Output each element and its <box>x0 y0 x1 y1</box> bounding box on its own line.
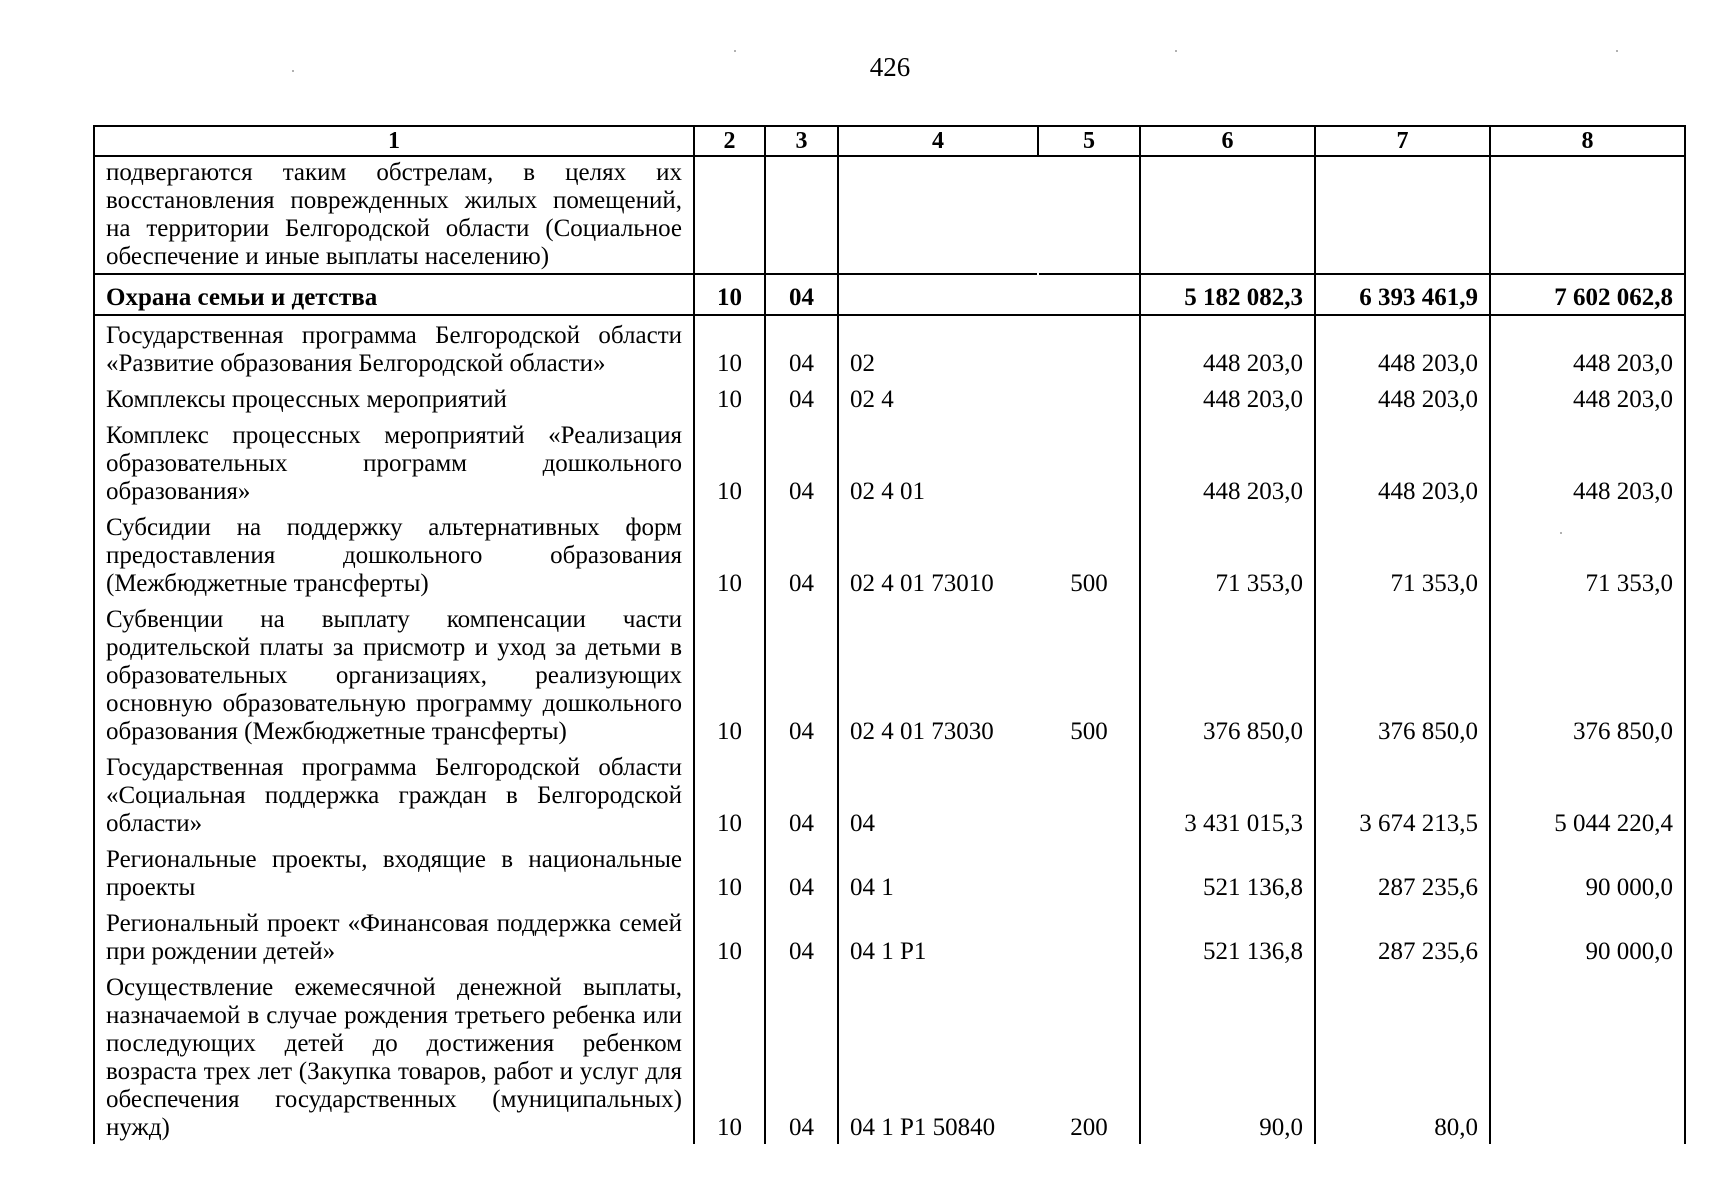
amount-year-3: 448 203,0 <box>1490 315 1685 380</box>
scan-speck <box>1175 50 1177 52</box>
table-row <box>94 904 1685 968</box>
amount-year-2: 71 353,0 <box>1315 508 1490 600</box>
subsection-code: 04 <box>765 600 838 748</box>
expense-type-code <box>1038 904 1140 968</box>
subsection-code: 04 <box>765 748 838 840</box>
scan-speck <box>1616 50 1618 52</box>
header-cell: 3 <box>765 126 838 156</box>
amount-year-3 <box>1490 968 1685 1144</box>
expense-type-code <box>1038 315 1140 380</box>
section-code: 10 <box>694 748 765 840</box>
expense-type-code: 500 <box>1038 508 1140 600</box>
section-code: 10 <box>694 904 765 968</box>
scan-speck <box>292 70 294 72</box>
target-article-code <box>838 156 1038 274</box>
expense-type-code <box>1038 416 1140 508</box>
amount-year-3: 71 353,0 <box>1490 508 1685 600</box>
target-article-code <box>838 274 1038 315</box>
row-name: Охрана семьи и детства <box>94 274 694 315</box>
target-article-code: 04 1 <box>838 840 1038 904</box>
row-name: Государственная программа Белгородской области «Социальная поддержка граждан в Белгородской области» <box>94 748 694 840</box>
row-name: подвергаются таким обстрелам, в целях их восстановления поврежденных жилых помещений, на территории Белгородской области (Социальное обеспечение и иные выплаты населению) <box>94 156 694 274</box>
subsection-code: 04 <box>765 968 838 1144</box>
target-article-code: 02 4 01 <box>838 416 1038 508</box>
target-article-code: 02 <box>838 315 1038 380</box>
subsection-code: 04 <box>765 840 838 904</box>
amount-year-2: 3 674 213,5 <box>1315 748 1490 840</box>
subsection-code: 04 <box>765 508 838 600</box>
table-row <box>94 508 1685 600</box>
header-cell: 8 <box>1490 126 1685 156</box>
expense-type-code: 500 <box>1038 600 1140 748</box>
budget-table <box>93 125 1686 1144</box>
expense-type-code <box>1038 748 1140 840</box>
amount-year-2: 6 393 461,9 <box>1315 274 1490 315</box>
row-name: Осуществление ежемесячной денежной выплаты, назначаемой в случае рождения третьего ребенка или последующих детей до достижения ребенком возраста трех лет (Закупка товаров, работ и услуг для обеспечения государственных (муниципальных) нужд) <box>94 968 694 1144</box>
table-row <box>94 968 1685 1144</box>
amount-year-3: 5 044 220,4 <box>1490 748 1685 840</box>
row-name: Региональные проекты, входящие в национальные проекты <box>94 840 694 904</box>
row-name: Региональный проект «Финансовая поддержка семей при рождении детей» <box>94 904 694 968</box>
expense-type-code <box>1038 380 1140 416</box>
expense-type-code: 200 <box>1038 968 1140 1144</box>
amount-year-2: 287 235,6 <box>1315 904 1490 968</box>
table-row <box>94 840 1685 904</box>
section-code: 10 <box>694 416 765 508</box>
amount-year-3: 448 203,0 <box>1490 380 1685 416</box>
target-article-code: 02 4 01 73010 <box>838 508 1038 600</box>
header-cell: 1 <box>94 126 694 156</box>
header-cell: 2 <box>694 126 765 156</box>
amount-year-2: 448 203,0 <box>1315 315 1490 380</box>
amount-year-3: 90 000,0 <box>1490 904 1685 968</box>
amount-year-2: 448 203,0 <box>1315 416 1490 508</box>
amount-year-2 <box>1315 156 1490 274</box>
amount-year-3: 448 203,0 <box>1490 416 1685 508</box>
subsection-code: 04 <box>765 380 838 416</box>
table-row <box>94 315 1685 380</box>
amount-year-2: 448 203,0 <box>1315 380 1490 416</box>
subsection-code: 04 <box>765 416 838 508</box>
target-article-code: 04 1 P1 <box>838 904 1038 968</box>
amount-year-1: 3 431 015,3 <box>1140 748 1315 840</box>
section-code: 10 <box>694 508 765 600</box>
header-cell: 7 <box>1315 126 1490 156</box>
section-code: 10 <box>694 274 765 315</box>
amount-year-2: 287 235,6 <box>1315 840 1490 904</box>
target-article-code: 02 4 <box>838 380 1038 416</box>
subsection-code: 04 <box>765 904 838 968</box>
amount-year-3 <box>1490 156 1685 274</box>
subsection-code: 04 <box>765 274 838 315</box>
row-name: Комплексы процессных мероприятий <box>94 380 694 416</box>
target-article-code: 04 <box>838 748 1038 840</box>
section-code <box>694 156 765 274</box>
table-row <box>94 156 1685 274</box>
table-row <box>94 600 1685 748</box>
table-row <box>94 416 1685 508</box>
header-cell: 5 <box>1038 126 1140 156</box>
expense-type-code <box>1038 156 1140 274</box>
amount-year-1: 448 203,0 <box>1140 380 1315 416</box>
section-code: 10 <box>694 968 765 1144</box>
amount-year-3: 376 850,0 <box>1490 600 1685 748</box>
amount-year-1: 90,0 <box>1140 968 1315 1144</box>
section-row <box>94 274 1685 315</box>
target-article-code: 04 1 P1 50840 <box>838 968 1038 1144</box>
table-row <box>94 380 1685 416</box>
amount-year-1: 71 353,0 <box>1140 508 1315 600</box>
expense-type-code <box>1038 840 1140 904</box>
amount-year-3: 90 000,0 <box>1490 840 1685 904</box>
amount-year-1: 448 203,0 <box>1140 416 1315 508</box>
header-cell: 4 <box>838 126 1038 156</box>
subsection-code: 04 <box>765 315 838 380</box>
amount-year-2: 376 850,0 <box>1315 600 1490 748</box>
amount-year-1: 376 850,0 <box>1140 600 1315 748</box>
amount-year-1: 448 203,0 <box>1140 315 1315 380</box>
page-number: 426 <box>869 52 911 82</box>
row-name: Комплекс процессных мероприятий «Реализация образовательных программ дошкольного образования» <box>94 416 694 508</box>
row-name: Государственная программа Белгородской области «Развитие образования Белгородской области» <box>94 315 694 380</box>
amount-year-3: 7 602 062,8 <box>1490 274 1685 315</box>
row-name: Субвенции на выплату компенсации части родительской платы за присмотр и уход за детьми в образовательных организациях, реализующих основную образовательную программу дошкольного образования (Межбюджетные трансферты) <box>94 600 694 748</box>
subsection-code <box>765 156 838 274</box>
amount-year-1 <box>1140 156 1315 274</box>
table-row <box>94 748 1685 840</box>
amount-year-1: 521 136,8 <box>1140 840 1315 904</box>
section-code: 10 <box>694 315 765 380</box>
amount-year-1: 5 182 082,3 <box>1140 274 1315 315</box>
section-code: 10 <box>694 380 765 416</box>
section-code: 10 <box>694 840 765 904</box>
row-name: Субсидии на поддержку альтернативных форм предоставления дошкольного образования (Межбюджетные трансферты) <box>94 508 694 600</box>
expense-type-code <box>1038 274 1140 315</box>
target-article-code: 02 4 01 73030 <box>838 600 1038 748</box>
header-cell: 6 <box>1140 126 1315 156</box>
column-number-header <box>94 126 1685 156</box>
amount-year-2: 80,0 <box>1315 968 1490 1144</box>
amount-year-1: 521 136,8 <box>1140 904 1315 968</box>
scan-speck <box>734 50 736 52</box>
section-code: 10 <box>694 600 765 748</box>
